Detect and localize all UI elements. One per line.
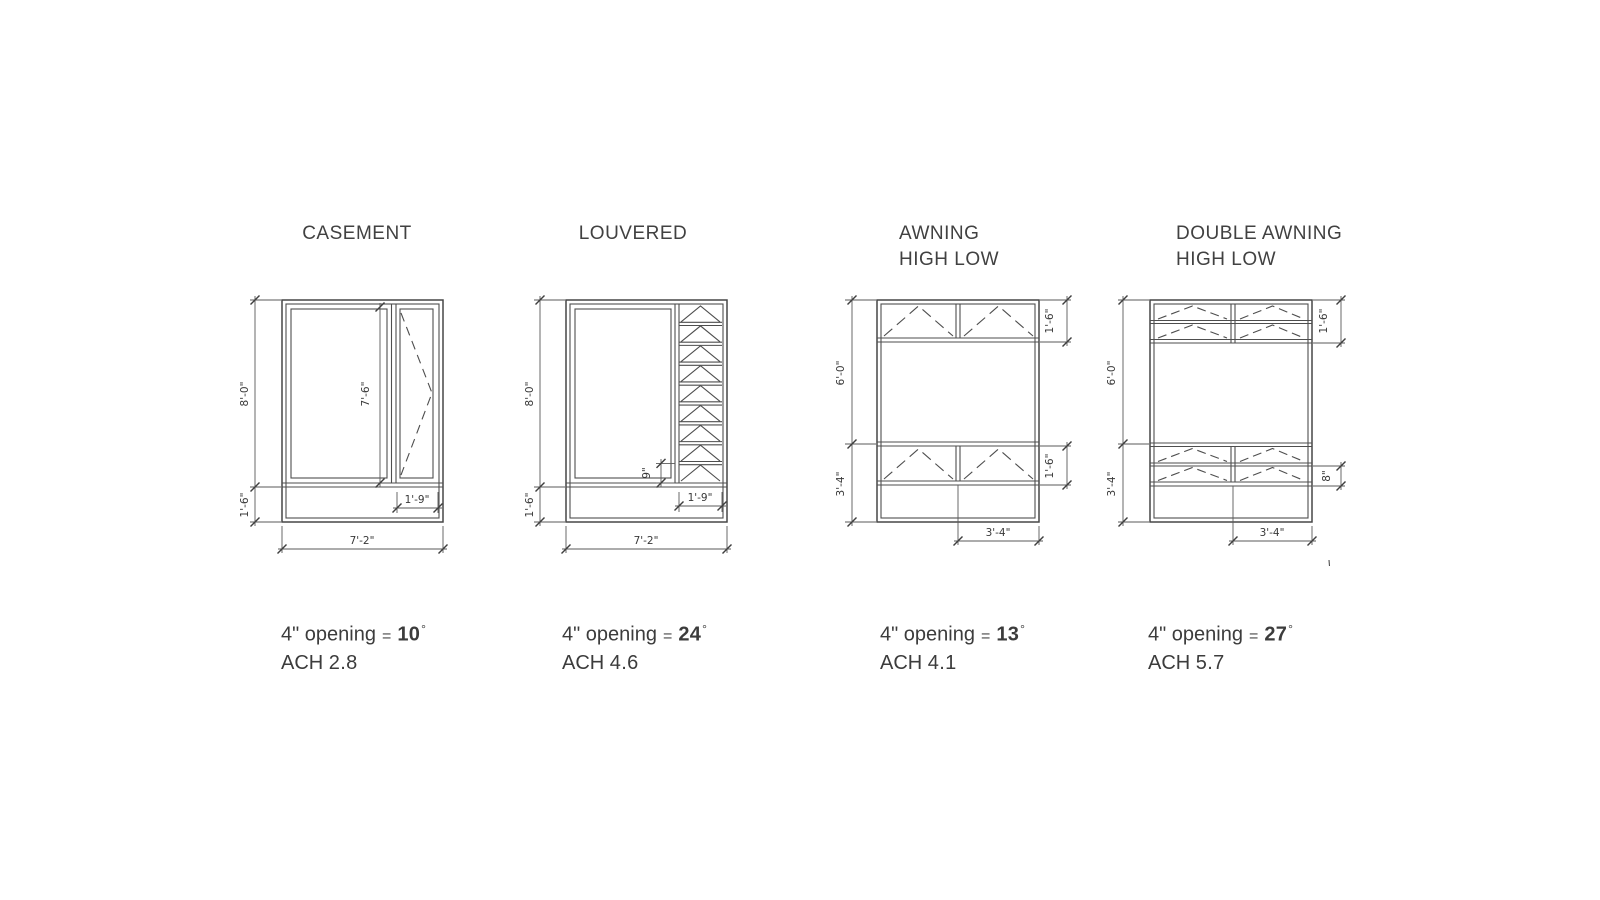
vent-swing-dashed-line xyxy=(1240,468,1304,481)
dim-label: 8'-0" xyxy=(524,381,536,407)
vent-swing-dashed-line xyxy=(964,449,1033,479)
vent-swing-dashed-line xyxy=(884,449,953,479)
caption-double-awning-high-low xyxy=(1148,616,1293,677)
equals-sign: = xyxy=(381,627,392,645)
equals-sign: = xyxy=(1248,627,1259,645)
louver-triangle xyxy=(681,405,720,421)
ach-text xyxy=(562,650,707,677)
diagram-title-awning-high-low xyxy=(899,221,999,273)
ach-value: 4.6 xyxy=(609,651,639,674)
ach-text xyxy=(880,650,1025,677)
frame-rect xyxy=(291,309,387,478)
degree-symbol: ° xyxy=(421,622,426,636)
vent-swing-dashed-line xyxy=(1240,325,1304,338)
louver-triangle xyxy=(681,326,720,342)
opening-angle-text xyxy=(1148,616,1293,650)
caption-awning-high-low xyxy=(880,616,1025,677)
dim-label: 1'-9" xyxy=(404,494,430,506)
title-line: AWNING xyxy=(899,223,980,244)
opening-label: 4" opening xyxy=(1148,623,1243,646)
diagram-title-louvered xyxy=(533,221,733,247)
dim-label: 9" xyxy=(641,467,653,479)
frame-rect xyxy=(575,309,671,478)
vent-swing-dashed-line xyxy=(1240,306,1304,319)
dim-label: 7'-2" xyxy=(349,535,375,547)
dim-label: 3'-4" xyxy=(835,471,847,497)
opening-degrees: 10 xyxy=(397,623,421,646)
frame-rect xyxy=(566,300,727,522)
opening-label: 4" opening xyxy=(880,623,975,646)
ach-value: 4.1 xyxy=(927,651,957,674)
dim-label: 3'-4" xyxy=(985,527,1011,539)
dim-label: 1'-6" xyxy=(1044,308,1056,334)
opening-label: 4" opening xyxy=(562,623,657,646)
dim-label: 3'-4" xyxy=(1106,471,1118,497)
ach-value: 5.7 xyxy=(1195,651,1225,674)
awning-high-low-drawing xyxy=(835,296,1072,546)
louver-triangle xyxy=(681,386,720,402)
dim-label: 1'-9" xyxy=(687,492,713,504)
opening-angle-text xyxy=(562,616,707,650)
opening-angle-text xyxy=(880,616,1025,650)
dim-label: 1'-6" xyxy=(1318,308,1330,334)
caption-casement xyxy=(281,616,426,677)
vent-swing-dashed-line xyxy=(1158,468,1227,481)
opening-degrees: 27 xyxy=(1264,623,1288,646)
dim-label: 7'-2" xyxy=(633,535,659,547)
casement-drawing xyxy=(239,296,448,554)
dim-label: 6'-0" xyxy=(835,360,847,386)
ach-label: ACH xyxy=(880,651,923,674)
title-line: HIGH LOW xyxy=(1176,249,1277,270)
degree-symbol: ° xyxy=(1020,622,1025,636)
title-line: CASEMENT xyxy=(302,223,412,244)
ach-value: 2.8 xyxy=(328,651,358,674)
frame-rect xyxy=(286,304,439,518)
louvered-drawing xyxy=(524,296,732,554)
louver-triangle xyxy=(681,366,720,382)
vent-swing-dashed-line xyxy=(1158,449,1227,462)
dim-label: 6'-0" xyxy=(1106,360,1118,386)
diagram-title-double-awning-high-low xyxy=(1176,221,1342,273)
opening-angle-text xyxy=(281,616,426,650)
ach-label: ACH xyxy=(281,651,324,674)
dim-label: 1'-6" xyxy=(239,492,251,518)
vent-swing-dashed-line xyxy=(964,306,1033,336)
dim-label: 1'-6" xyxy=(1044,453,1056,479)
title-line: DOUBLE AWNING xyxy=(1176,223,1343,244)
ach-text xyxy=(1148,650,1293,677)
title-line: HIGH LOW xyxy=(899,249,1000,270)
vent-swing-dashed-line xyxy=(1158,325,1227,338)
degree-symbol: ° xyxy=(1288,622,1293,636)
ach-label: ACH xyxy=(1148,651,1191,674)
vent-swing-dashed-line xyxy=(1158,306,1227,319)
louver-triangle xyxy=(681,346,720,362)
dim-label: 1'-6" xyxy=(524,492,536,518)
opening-degrees: 13 xyxy=(996,623,1020,646)
vent-swing-dashed-line xyxy=(401,313,432,475)
dim-label: 7'-6" xyxy=(360,381,372,407)
dim-label: 8" xyxy=(1321,470,1333,482)
caption-louvered xyxy=(562,616,707,677)
louver-triangle xyxy=(681,445,720,461)
frame-rect xyxy=(570,304,723,518)
title-line: LOUVERED xyxy=(578,223,688,244)
opening-degrees: 24 xyxy=(678,623,702,646)
dim-label: 8'-0" xyxy=(239,381,251,407)
ach-text xyxy=(281,650,426,677)
double-awning-high-low-drawing xyxy=(1106,296,1346,567)
louver-triangle xyxy=(681,306,720,322)
frame-rect xyxy=(400,309,433,478)
frame-rect xyxy=(282,300,443,522)
vent-swing-dashed-line xyxy=(1240,449,1304,462)
louver-triangle xyxy=(681,425,720,441)
diagram-title-casement xyxy=(257,221,457,247)
opening-label: 4" opening xyxy=(281,623,376,646)
degree-symbol: ° xyxy=(702,622,707,636)
louver-triangle xyxy=(681,465,720,481)
ach-label: ACH xyxy=(562,651,605,674)
dim-label: 3'-4" xyxy=(1259,527,1285,539)
vent-swing-dashed-line xyxy=(884,306,953,336)
equals-sign: = xyxy=(662,627,673,645)
equals-sign: = xyxy=(980,627,991,645)
drawing-line xyxy=(1329,560,1330,566)
